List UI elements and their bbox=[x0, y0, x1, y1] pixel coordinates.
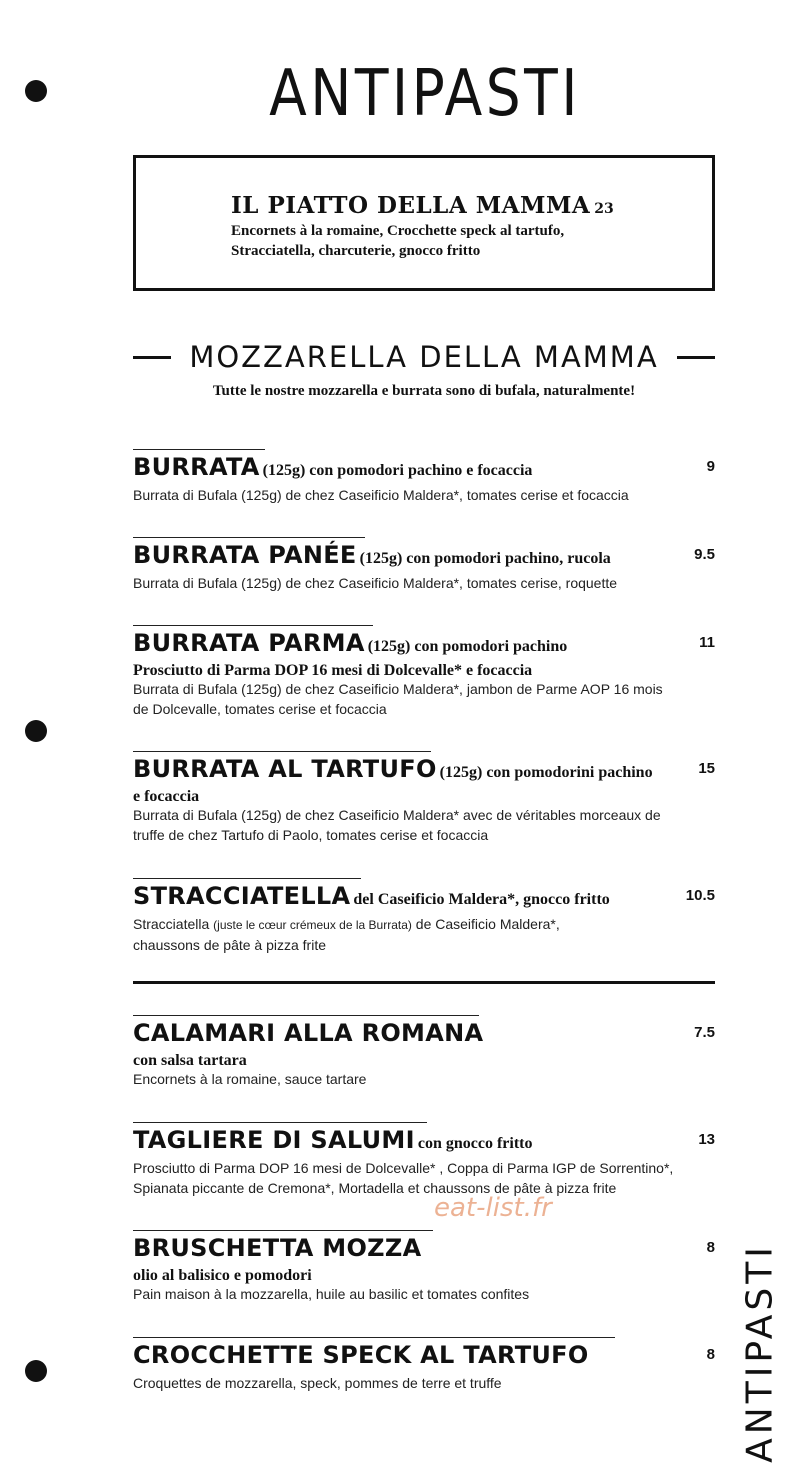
item-inline: (125g) con pomodori pachino, rucola bbox=[359, 550, 611, 567]
item-name: STRACCIATELLA bbox=[133, 882, 351, 910]
item-desc-pre: Stracciatella bbox=[133, 916, 214, 932]
item-rule bbox=[133, 537, 365, 538]
item-desc-note: (juste le cœur crémeux de la Burrata) bbox=[213, 918, 412, 932]
menu-item-stracciatella bbox=[133, 878, 715, 955]
item-price: 7.5 bbox=[694, 1024, 715, 1041]
piatto-price: 23 bbox=[594, 201, 614, 217]
item-name: BRUSCHETTA MOZZA bbox=[133, 1234, 422, 1262]
item-desc-line: de Dolcevalle, tomates cerise et focaccia bbox=[133, 700, 387, 717]
piatto-desc-line1: Encornets à la romaine, Crocchette speck al tartufo, bbox=[231, 223, 565, 239]
piatto-della-mamma-box bbox=[133, 155, 715, 291]
item-rule bbox=[133, 1230, 433, 1231]
item-desc-post: de Caseificio Maldera*, bbox=[411, 916, 560, 932]
item-desc-line: Burrata di Bufala (125g) de chez Caseificio Maldera* avec de véritables morceaux de bbox=[133, 807, 661, 823]
item-price: 8 bbox=[706, 1346, 715, 1363]
item-rule bbox=[133, 1122, 427, 1123]
menu-item-burrata bbox=[133, 449, 715, 506]
menu-item-bruschetta-mozza bbox=[133, 1230, 715, 1305]
item-price: 13 bbox=[698, 1131, 715, 1148]
item-name: TAGLIERE DI SALUMI bbox=[133, 1126, 415, 1154]
page-title: ANTIPASTI bbox=[269, 57, 581, 131]
item-desc-line: Prosciutto di Parma DOP 16 mesi de Dolcevalle* , Coppa di Parma IGP de Sorrentino*, bbox=[133, 1160, 674, 1176]
binder-hole-top bbox=[25, 80, 47, 102]
item-subtitle: Prosciutto di Parma DOP 16 mesi di Dolcevalle* e focaccia bbox=[133, 662, 533, 679]
item-desc-line: Pain maison à la mozzarella, huile au basilic et tomates confites bbox=[133, 1286, 530, 1302]
item-name: BURRATA AL TARTUFO bbox=[133, 755, 437, 783]
item-inline: del Caseificio Maldera*, gnocco fritto bbox=[353, 891, 610, 908]
item-price: 10.5 bbox=[685, 887, 715, 904]
item-name: BURRATA bbox=[133, 453, 260, 481]
side-title-text: ANTIPASTI bbox=[739, 1243, 781, 1463]
item-rule bbox=[133, 625, 373, 626]
item-rule bbox=[133, 1337, 615, 1338]
menu-item-crocchette-speck-al-tartufo bbox=[133, 1337, 715, 1394]
section-line-right bbox=[677, 356, 715, 359]
item-name: CALAMARI ALLA ROMANA bbox=[133, 1019, 484, 1047]
item-price: 9 bbox=[706, 458, 715, 475]
item-desc-line: Encornets à la romaine, sauce tartare bbox=[133, 1071, 367, 1087]
item-inline: (125g) con pomodori pachino e focaccia bbox=[262, 462, 533, 479]
item-subtitle: olio al balisico e pomodori bbox=[133, 1267, 312, 1284]
menu-item-calamari-alla-romana bbox=[133, 1015, 715, 1090]
menu-item-tagliere-di-salumi bbox=[133, 1122, 715, 1198]
item-price: 8 bbox=[706, 1239, 715, 1256]
item-inline: (125g) con pomodorini pachino bbox=[439, 764, 653, 781]
item-rule bbox=[133, 449, 265, 450]
binder-hole-middle bbox=[25, 720, 47, 742]
menu-item-burrata-al-tartufo bbox=[133, 751, 715, 845]
binder-hole-bottom bbox=[25, 1360, 47, 1382]
item-desc-line: Croquettes de mozzarella, speck, pommes de terre et truffe bbox=[133, 1375, 502, 1391]
item-rule bbox=[133, 878, 361, 879]
item-price: 15 bbox=[698, 760, 715, 777]
section-divider bbox=[133, 981, 715, 984]
item-subtitle: con salsa tartara bbox=[133, 1052, 247, 1069]
side-title bbox=[735, 1243, 785, 1463]
item-rule bbox=[133, 1015, 479, 1016]
piatto-name: IL PIATTO DELLA MAMMA bbox=[231, 192, 591, 219]
menu-item-burrata-parma bbox=[133, 625, 715, 719]
item-desc-line: chaussons de pâte à pizza frite bbox=[133, 936, 327, 953]
item-name: BURRATA PARMA bbox=[133, 629, 365, 657]
section-header bbox=[133, 337, 715, 377]
section-subtitle: Tutte le nostre mozzarella e burrata sono di bufala, naturalmente! bbox=[212, 383, 636, 399]
item-inline: con gnocco fritto bbox=[417, 1135, 533, 1152]
item-desc-line: Burrata di Bufala (125g) de chez Caseificio Maldera*, tomates cerise, roquette bbox=[133, 575, 618, 591]
item-subtitle: e focaccia bbox=[133, 788, 200, 805]
item-desc-line: Burrata di Bufala (125g) de chez Caseificio Maldera*, jambon de Parme AOP 16 mois bbox=[133, 681, 663, 697]
watermark: eat-list.fr bbox=[434, 1193, 552, 1223]
item-desc-line: Burrata di Bufala (125g) de chez Caseificio Maldera*, tomates cerise et focaccia bbox=[133, 487, 629, 503]
piatto-desc-line2: Stracciatella, charcuterie, gnocco fritto bbox=[231, 243, 481, 259]
item-price: 9.5 bbox=[694, 546, 715, 563]
item-rule bbox=[133, 751, 431, 752]
item-price: 11 bbox=[699, 634, 715, 651]
section-title: MOZZARELLA DELLA MAMMA bbox=[189, 340, 659, 374]
item-desc-line: truffe de chez Tartufo di Paolo, tomates cerise et focaccia bbox=[133, 826, 489, 843]
item-desc-line: Spianata piccante de Cremona*, Mortadella et chaussons de pâte à pizza frite bbox=[133, 1179, 617, 1196]
item-name: BURRATA PANÉE bbox=[133, 541, 357, 569]
menu-item-burrata-panee bbox=[133, 537, 715, 594]
item-name: CROCCHETTE SPECK AL TARTUFO bbox=[133, 1341, 589, 1369]
item-inline: (125g) con pomodori pachino bbox=[367, 638, 568, 655]
